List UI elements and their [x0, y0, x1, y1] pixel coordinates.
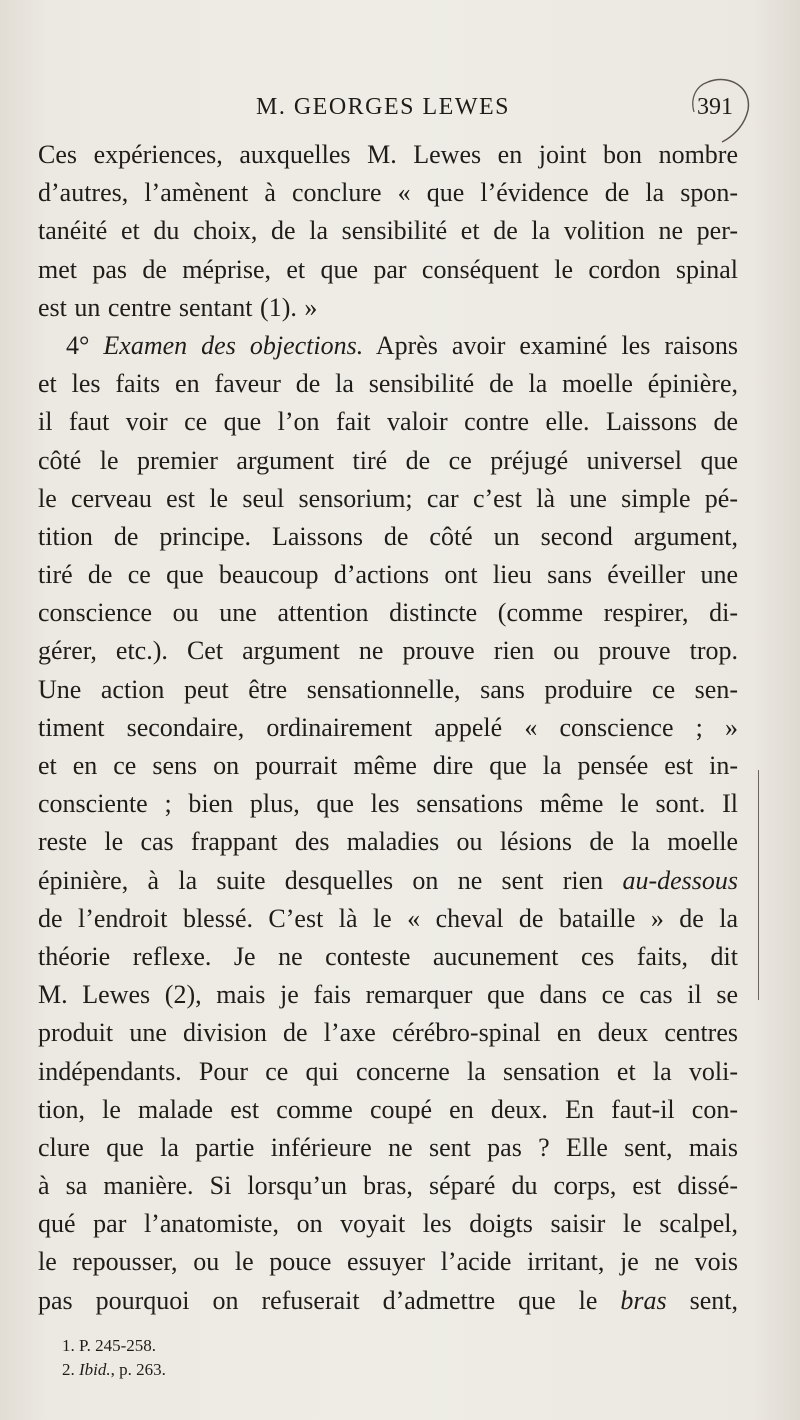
text-line: produit une division de l’axe cérébro-spinal en deux centres [38, 1018, 738, 1048]
text-line: et les faits en faveur de la sensibilité de la moelle épinière, [38, 369, 738, 399]
footnote-text: P. 245-258. [79, 1336, 156, 1355]
footnotes [62, 1334, 462, 1382]
text-line: timent secondaire, ordinairement appelé « conscience ; » [38, 712, 738, 742]
italic-word: au-dessous [622, 865, 738, 895]
italic-word: bras [620, 1285, 667, 1315]
footnote-number: 1. [62, 1336, 75, 1355]
text-line: reste le cas frappant des maladies ou lésions de la moelle [38, 827, 738, 857]
margin-pencil-mark [758, 770, 765, 1000]
text-line: le cerveau est le seul sensorium; car c’est là une simple pé- [38, 483, 738, 513]
section-title: Examen des objections. [103, 330, 364, 360]
text-line: met pas de méprise, et que par conséquent le cordon spinal [38, 254, 738, 284]
text-segment: épinière, à la suite desquelles on ne sent rien [38, 865, 623, 895]
text-line: qué par l’anatomiste, on voyait les doigts saisir le scalpel, [38, 1209, 738, 1239]
footnote-number: 2. [62, 1360, 75, 1379]
text-segment: sent, [666, 1285, 738, 1315]
text-line: tion, le malade est comme coupé en deux. En faut-il con- [38, 1094, 738, 1124]
footnote [62, 1358, 462, 1382]
footnote-text-italic: Ibid. [79, 1360, 111, 1379]
text-line: théorie reflexe. Je ne conteste aucunement ces faits, dit [38, 941, 738, 971]
text-line: indépendants. Pour ce qui concerne la sensation et la voli- [38, 1056, 738, 1086]
page-number: 391 [697, 94, 733, 120]
text-line-section-heading [38, 327, 738, 365]
text-line: et en ce sens on pourrait même dire que la pensée est in- [38, 751, 738, 780]
text-line-with-italic [38, 862, 738, 900]
text-line: Ces expériences, auxquelles M. Lewes en joint bon nombre [38, 140, 738, 169]
text-line: tanéité et du choix, de la sensibilité et de la volition ne per- [38, 216, 738, 246]
text-line: conscience ou une attention distincte (comme respirer, di- [38, 598, 738, 628]
text-line: à sa manière. Si lorsqu’un bras, séparé du corps, est dissé- [38, 1171, 738, 1201]
text-line: consciente ; bien plus, que les sensations même le sont. Il [38, 789, 738, 819]
text-line-with-italic [38, 1282, 738, 1320]
text-line: d’autres, l’amènent à conclure « que l’évidence de la spon- [38, 178, 738, 208]
text-line: côté le premier argument tiré de ce préjugé universel que [38, 445, 738, 475]
text-line: gérer, etc.). Cet argument ne prouve rien ou prouve trop. [38, 636, 738, 666]
footnote-text: , p. 263. [110, 1360, 166, 1379]
running-title: M. GEORGES LEWES [256, 94, 510, 120]
text-line: M. Lewes (2), mais je fais remarquer que dans ce cas il se [38, 980, 738, 1010]
text-line: tition de principe. Laissons de côté un second argument, [38, 521, 738, 551]
footnote [62, 1334, 462, 1358]
text-line: est un centre sentant (1). » [38, 292, 318, 322]
text-line: il faut voir ce que l’on fait valoir contre elle. Laissons de [38, 407, 738, 437]
text-line: clure que la partie inférieure ne sent pas ? Elle sent, mais [38, 1132, 738, 1162]
text-segment: pas pourquoi on refuserait d’admettre que le [38, 1285, 621, 1315]
text-line: tiré de ce que beaucoup d’actions ont lieu sans éveiller une [38, 560, 738, 590]
text-line: le repousser, ou le pouce essuyer l’acide irritant, je ne vois [38, 1247, 738, 1277]
text-line: Une action peut être sensationnelle, sans produire ce sen- [38, 674, 738, 704]
body-text [38, 136, 738, 1320]
section-number: 4° [66, 330, 104, 360]
text-line: de l’endroit blessé. C’est là le « cheval de bataille » de la [38, 903, 738, 933]
section-text: Après avoir examiné les raisons [363, 330, 739, 360]
